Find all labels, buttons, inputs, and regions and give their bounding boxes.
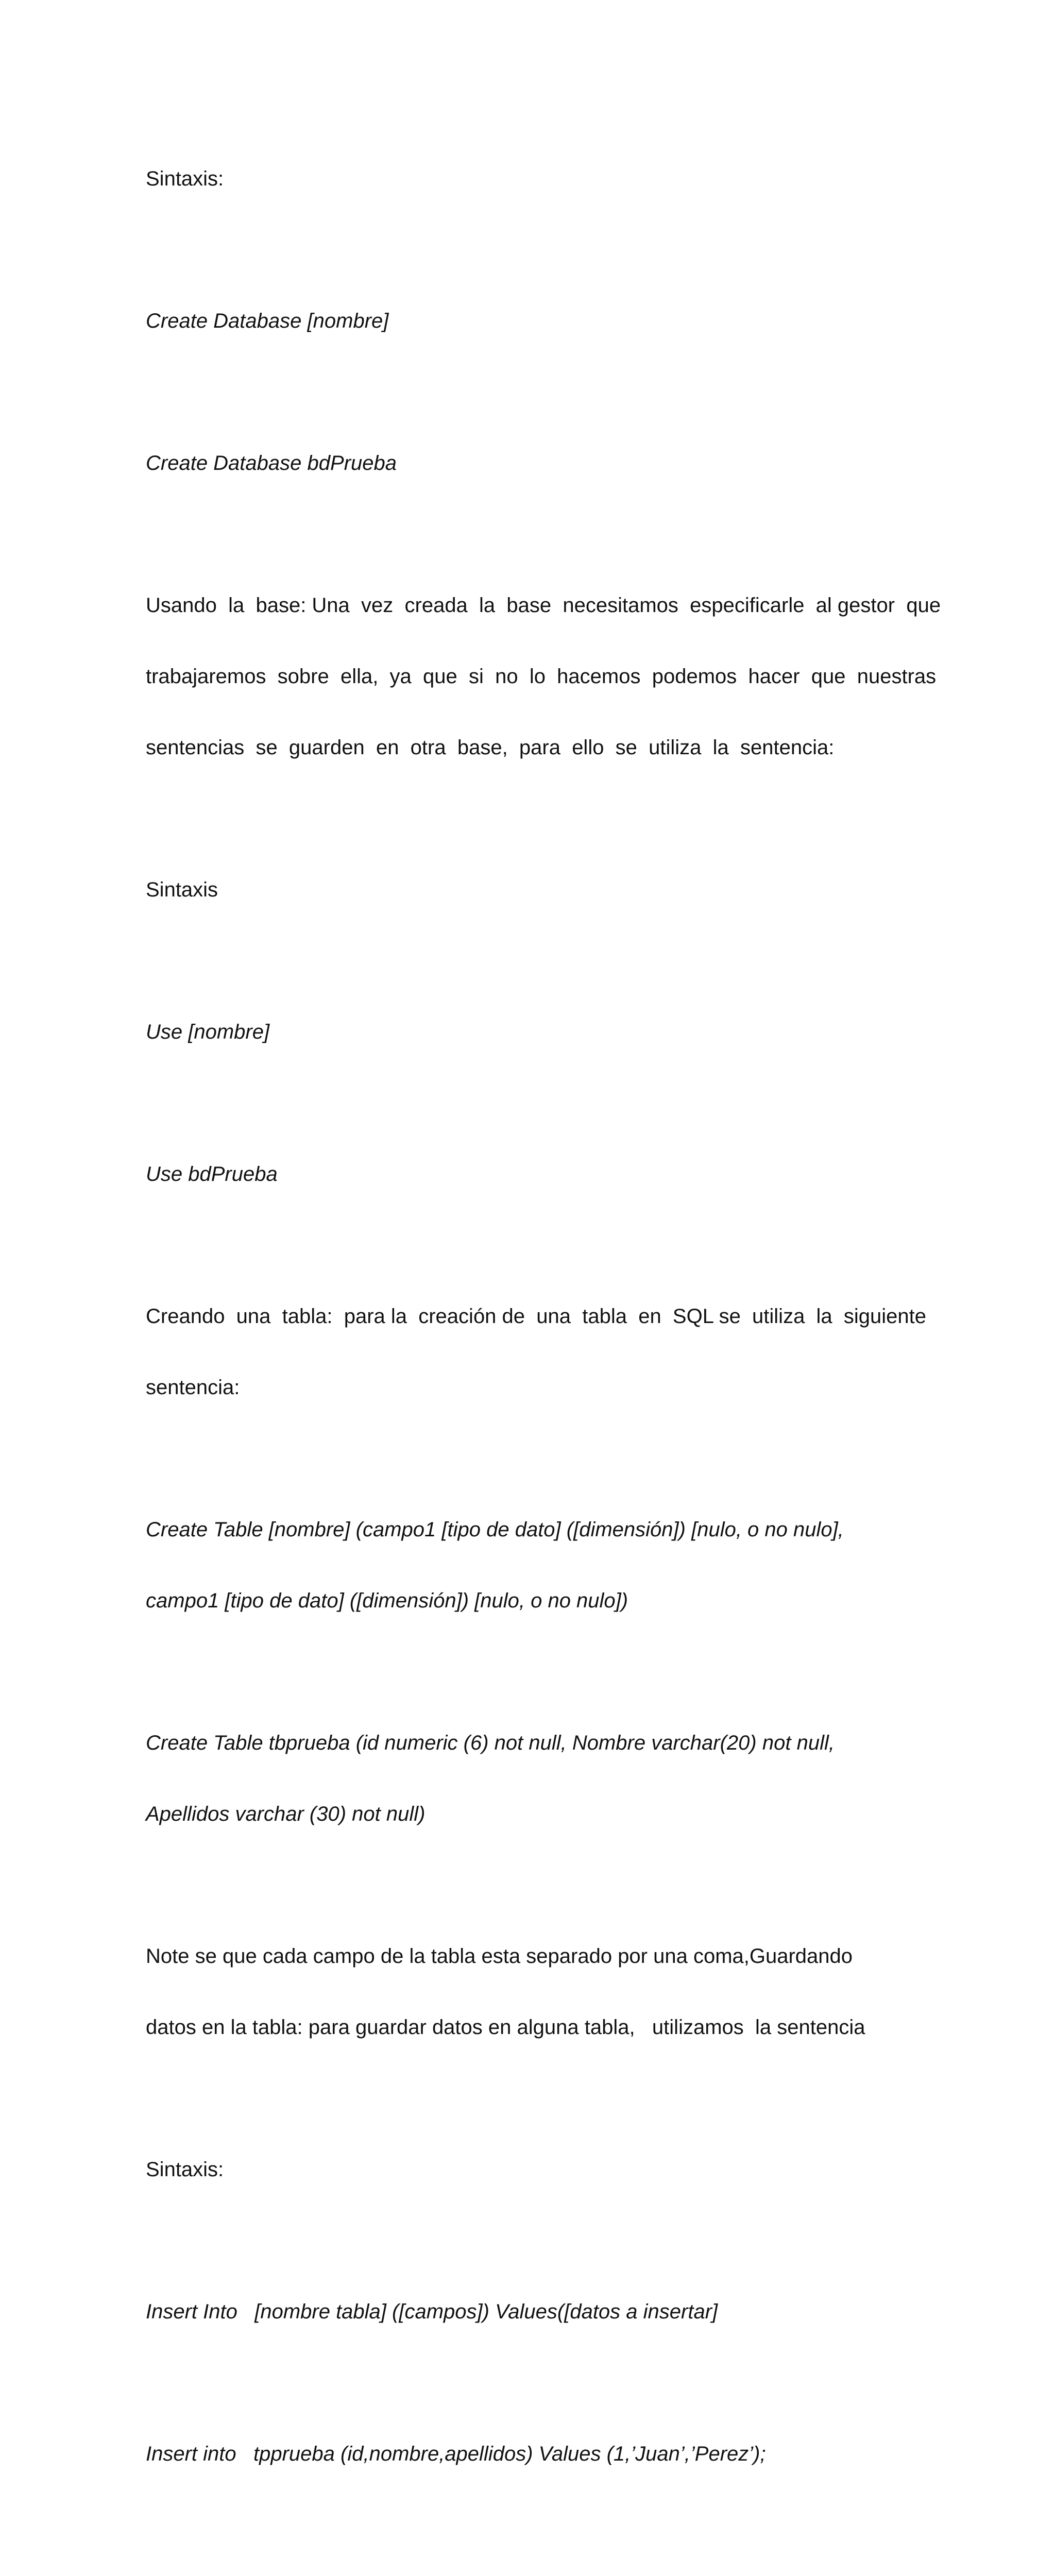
paragraph-sintaxis-3: Sintaxis:	[146, 2158, 224, 2181]
code-use-example: Use bdPrueba	[146, 1163, 278, 1185]
code-create-table-syntax: Create Table [nombre] (campo1 [tipo de dato] ([dimensión]) [nulo, o no nulo], campo1 [tipo de dato] ([dimensión]) [nulo, o no nulo])	[146, 1518, 844, 1612]
code-create-database-syntax: Create Database [nombre]	[146, 310, 389, 332]
paragraph-usando-la-base: Usando la base: Una vez creada la base necesitamos especificarle al gestor que trabajaremos sobre ella, ya que si no lo hacemos podemos hacer que nuestras sentencias se guarden en otra base, para ello se utiliza la sentencia:	[146, 594, 941, 759]
code-create-table-example: Create Table tbprueba (id numeric (6) not null, Nombre varchar(20) not null, Apellidos varchar (30) not null)	[146, 1732, 835, 1825]
code-create-database-example: Create Database bdPrueba	[146, 452, 397, 474]
document-page	[146, 120, 941, 2576]
code-insert-example: Insert into tpprueba (id,nombre,apellidos) Values (1,’Juan’,’Perez’);	[146, 2443, 766, 2465]
paragraph-sintaxis-2: Sintaxis	[146, 878, 218, 901]
paragraph-note-coma: Note se que cada campo de la tabla esta separado por una coma,Guardando datos en la tabla: para guardar datos en alguna tabla, utilizamos la sentencia	[146, 1945, 865, 2039]
paragraph-note-comillas	[146, 2537, 908, 2576]
code-use-syntax: Use [nombre]	[146, 1021, 270, 1043]
paragraph-creando-tabla: Creando una tabla: para la creación de una tabla en SQL se utiliza la siguiente sentencia:	[146, 1305, 927, 1399]
code-insert-syntax: Insert Into [nombre tabla] ([campos]) Values([datos a insertar]	[146, 2300, 718, 2323]
paragraph-sintaxis-1: Sintaxis:	[146, 167, 224, 190]
